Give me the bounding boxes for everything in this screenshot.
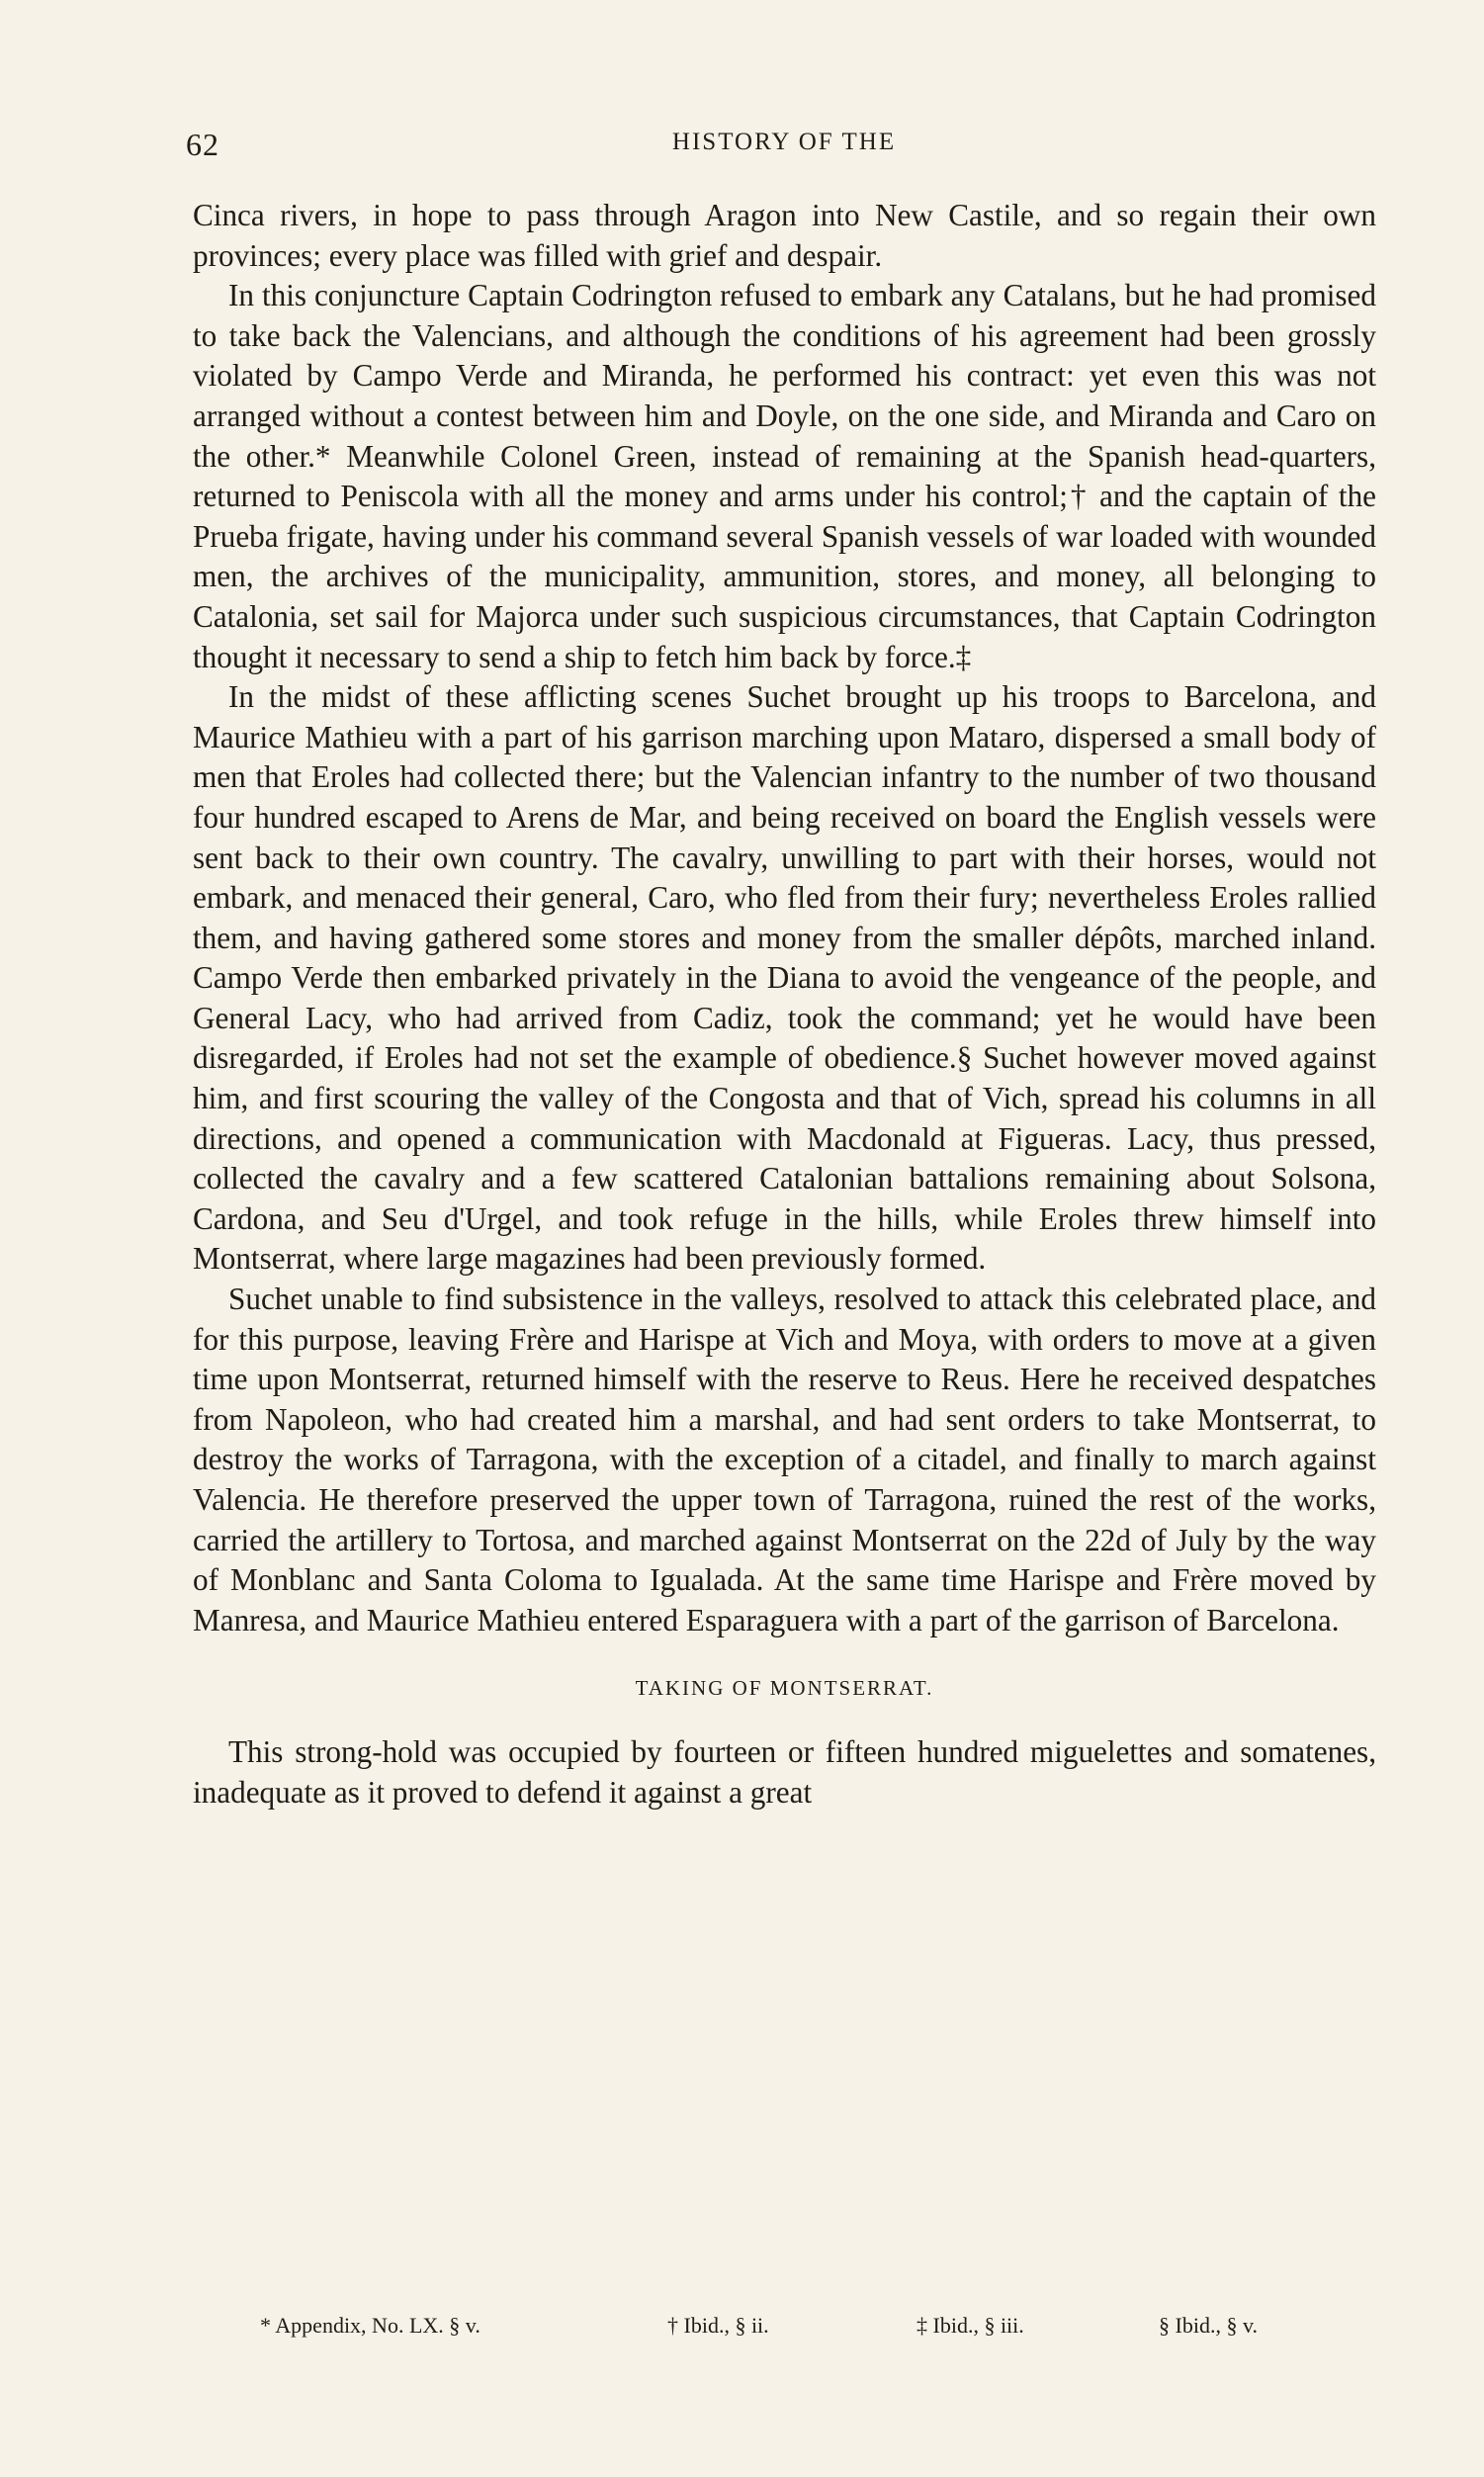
paragraph-codrington: In this conjuncture Captain Codrington refused to embark any Catalans, but he had promised to take back the Valencians, and although the conditions of his agreement had been grossly violated by Campo Verde and Miranda, he performed his contract: yet even this was not arranged without a contest between him and Doyle, on the one side, and Miranda and Caro on the other.* Meanwhile Colonel Green, instead of remaining at the Spanish head-quarters, returned to Peniscola with all the money and arms under his control;† and the captain of the Prueba frigate, having under his command several Spanish vessels of war loaded with wounded men, the archives of the municipality, ammunition, stores, and money, all belonging to Catalonia, set sail for Majorca under such suspicious circumstances, that Captain Codrington thought it necessary to send a ship to fetch him back by force.‡ xyxy=(193,278,1376,674)
footnote-appendix: * Appendix, No. LX. § v. xyxy=(260,2313,480,2338)
footnote-ibid-ii: † Ibid., § ii. xyxy=(667,2313,769,2338)
paragraph-stronghold: This strong-hold was occupied by fourteen or fifteen hundred miguelettes and somatenes, inadequate as it proved to defend it against a great xyxy=(193,1734,1376,1810)
page-number: 62 xyxy=(186,127,219,162)
page-header xyxy=(186,127,1382,166)
footnote-ibid-iii: ‡ Ibid., § iii. xyxy=(917,2313,1024,2338)
paragraph-suchet-barcelona: In the midst of these afflicting scenes Suchet brought up his troops to Barcelona, and Maurice Mathieu with a part of his garrison marching upon Mataro, dispersed a small body of men that Eroles had collected there; but the Valencian infantry to the number of two thousand four hundred escaped to Arens de Mar, and being received on board the English vessels were sent back to their own country. The cavalry, unwilling to part with their horses, would not embark, and menaced their general, Caro, who fled from their fury; nevertheless Eroles rallied them, and having gathered some stores and money from the smaller dépôts, marched inland. Campo Verde then embarked privately in the Diana to avoid the vengeance of the people, and General Lacy, who had arrived from Cadiz, took the command; yet he would have been disregarded, if Eroles had not set the example of obedience.§ Suchet however moved against him, and first scouring the valley of the Congosta and that of Vich, spread his columns in all directions, and opened a communication with Macdonald at Figueras. Lacy, thus pressed, collected the cavalry and a few scattered Catalonian battalions remaining about Solsona, Cardona, and Seu d'Urgel, and took refuge in the hills, while Eroles threw himself into Montserrat, where large magazines had been previously formed. xyxy=(193,679,1376,1277)
paragraph-suchet-montserrat: Suchet unable to find subsistence in the valleys, resolved to attack this celebrated place, and for this purpose, leaving Frère and Harispe at Vich and Moya, with orders to move at a given time upon Montserrat, returned himself with the reserve to Reus. Here he received despatches from Napoleon, who had created him a marshal, and had sent orders to take Montserrat, to destroy the works of Tarragona, with the exception of a citadel, and finally to march against Valencia. He therefore preserved the upper town of Tarragona, ruined the rest of the works, carried the artillery to Tortosa, and marched against Montserrat on the 22d of July by the way of Monblanc and Santa Coloma to Igualada. At the same time Harispe and Frère moved by Manresa, and Maurice Mathieu entered Esparaguera with a part of the garrison of Barcelona. xyxy=(193,1282,1376,1637)
running-head: HISTORY OF THE xyxy=(671,129,897,155)
main-text xyxy=(193,196,1376,1814)
paragraph-continuation: Cinca rivers, in hope to pass through Aragon into New Castile, and so regain their own provinces; every place was filled with grief and despair. xyxy=(193,198,1376,273)
footnote-ibid-v: § Ibid., § v. xyxy=(1159,2313,1259,2338)
footnotes xyxy=(193,2313,1376,2352)
section-heading: TAKING OF MONTSERRAT. xyxy=(635,1676,934,1701)
